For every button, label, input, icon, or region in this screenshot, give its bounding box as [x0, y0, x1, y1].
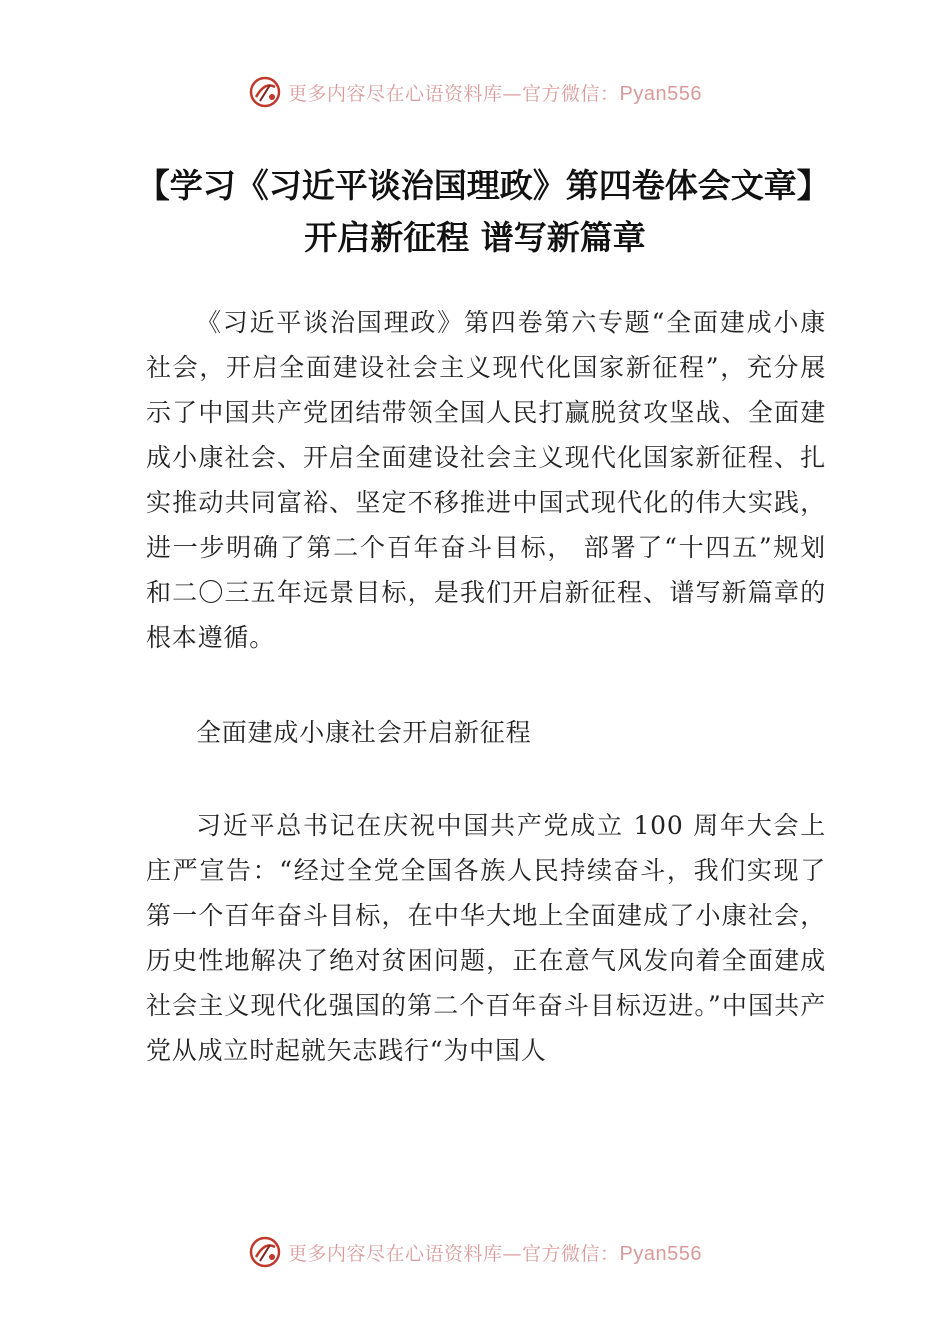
paragraph: 《习近平谈治国理政》第四卷第六专题“全面建成小康社会，开启全面建设社会主义现代化国家新征程”，充分展示了中国共产党团结带领全国人民打赢脱贫攻坚战、全面建成小康社会、开启全面建设社会主义现代化国家新征程、扎实推动共同富裕、坚定不移推进中国式现代化的伟大实践，进一步明确了第二个百年奋斗目标， 部署了“十四五”规划和二〇三五年远景目标，是我们开启新征程、谱写新篇章的根本遵循。 [146, 308, 826, 652]
paragraph: 习近平总书记在庆祝中国共产党成立 100 周年大会上庄严宣告：“经过全党全国各族人民持续奋斗，我们实现了第一个百年奋斗目标，在中华大地上全面建成了小康社会，历史性地解决了绝对贫困问题，正在意气风发向着全面建成社会主义现代化强国的第二个百年奋斗目标迈进。”中国共产党从成立时起就矢志践行“为中国人 [146, 811, 826, 1065]
section-heading: 全面建成小康社会开启新征程 [196, 718, 532, 747]
header-watermark [0, 72, 950, 112]
brand-logo-icon [248, 75, 282, 109]
brand-logo-icon [248, 1235, 282, 1269]
footer-watermark [0, 1232, 950, 1272]
watermark-wechat-id: Pyan556 [619, 82, 702, 105]
document-body [146, 300, 826, 1073]
watermark-text: 更多内容尽在心语资料库—官方微信： [288, 82, 620, 105]
watermark-text: 更多内容尽在心语资料库—官方微信： [288, 1242, 620, 1265]
document-title: 【学习《习近平谈治国理政》第四卷体会文章】开启新征程 谱写新篇章 [136, 166, 814, 257]
watermark-wechat-id: Pyan556 [619, 1242, 702, 1265]
